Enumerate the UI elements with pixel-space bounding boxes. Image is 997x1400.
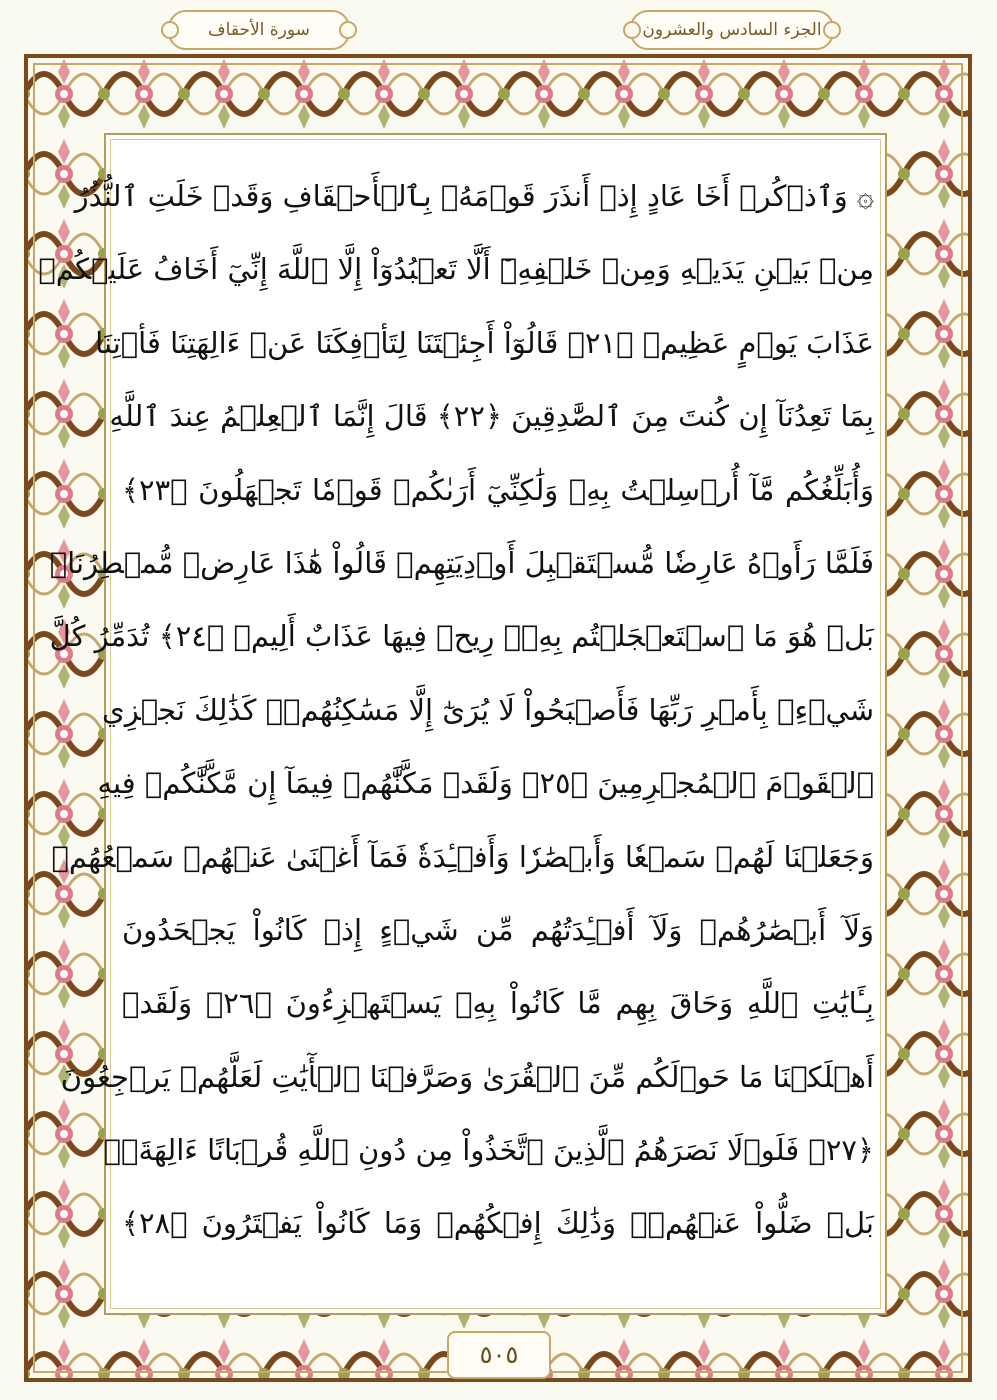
verse-line: شَيۡءِۭ بِأَمۡرِ رَبِّهَا فَأَصۡبَحُواْ لَا يُرَىٰٓ إِلَّا مَسَٰكِنُهُمۡۚ كَذَٰلِكَ نَجۡزِي [102, 692, 874, 727]
verse-line: ۞ وَٱذۡكُرۡ أَخَا عَادٍ إِذۡ أَنذَرَ قَوۡمَهُۥ بِٱلۡأَحۡقَافِ وَقَدۡ خَلَتِ ٱلنُّذُرُ [74, 179, 874, 213]
juz-name-label [630, 10, 834, 50]
verse-line: مِنۢ بَيۡنِ يَدَيۡهِ وَمِنۡ خَلۡفِهِۦٓ أَلَّا تَعۡبُدُوٓاْ إِلَّا ٱللَّهَ إِنِّيٓ أَخَافُ عَلَيۡكُمۡ [38, 252, 874, 287]
verse-line: ﴿٢٧﴾ فَلَوۡلَا نَصَرَهُمُ ٱلَّذِينَ ٱتَّخَذُواْ مِن دُونِ ٱللَّهِ قُرۡبَانًا ءَالِهَةَۢۖ [103, 1133, 874, 1168]
page-number-badge [447, 1331, 551, 1379]
verse-line: أَهۡلَكۡنَا مَا حَوۡلَكُم مِّنَ ٱلۡقُرَىٰ وَصَرَّفۡنَا ٱلۡأٓيَٰتِ لَعَلَّهُمۡ يَرۡجِعُونَ [60, 1059, 874, 1094]
surah-name-text: سورة الأحقاف [208, 20, 310, 40]
verse-line: بَلۡ ضَلُّواْ عَنۡهُمۡۚ وَذَٰلِكَ إِفۡكُهُمۡ وَمَا كَانُواْ يَفۡتَرُونَ ﴿٢٨﴾ [122, 1206, 874, 1241]
verse-line: وَجَعَلۡنَا لَهُمۡ سَمۡعٗا وَأَبۡصَٰرٗا وَأَفۡـِٔدَةٗ فَمَآ أَغۡنَىٰ عَنۡهُمۡ سَمۡعُهُمۡ [51, 839, 874, 874]
verse-line: عَذَابَ يَوۡمٍ عَظِيمٖ ﴿٢١﴾ قَالُوٓاْ أَجِئۡتَنَا لِتَأۡفِكَنَا عَنۡ ءَالِهَتِنَا فَأۡتِنَا [95, 325, 874, 360]
verse-line: وَلَآ أَبۡصَٰرُهُمۡ وَلَآ أَفۡـِٔدَتُهُم مِّن شَيۡءٍ إِذۡ كَانُواْ يَجۡحَدُونَ [122, 912, 874, 947]
verse-line: وَأُبَلِّغُكُم مَّآ أُرۡسِلۡتُ بِهِۦ وَلَٰكِنِّيٓ أَرَىٰكُمۡ قَوۡمٗا تَجۡهَلُونَ ﴿٢٣﴾ [122, 472, 874, 507]
verse-line: بَلۡ هُوَ مَا ٱسۡتَعۡجَلۡتُم بِهِۦۖ رِيحٞ فِيهَا عَذَابٌ أَلِيمٞ ﴿٢٤﴾ تُدَمِّرُ كُلَّ [49, 619, 874, 654]
surah-name-label [168, 10, 350, 50]
juz-name-text: الجزء السادس والعشرون [642, 20, 822, 40]
verse-line: بِـَٔايَٰتِ ٱللَّهِ وَحَاقَ بِهِم مَّا كَانُواْ بِهِۦ يَسۡتَهۡزِءُونَ ﴿٢٦﴾ وَلَقَدۡ [122, 986, 874, 1021]
verse-line: بِمَا تَعِدُنَآ إِن كُنتَ مِنَ ٱلصَّٰدِقِينَ ﴿٢٢﴾ قَالَ إِنَّمَا ٱلۡعِلۡمُ عِندَ ٱللَّهِ [109, 399, 874, 434]
verse-line: فَلَمَّا رَأَوۡهُ عَارِضٗا مُّسۡتَقۡبِلَ أَوۡدِيَتِهِمۡ قَالُواْ هَٰذَا عَارِضٞ مُّمۡطِرُنَاۚ [49, 545, 874, 580]
verse-block [38, 160, 874, 1261]
verse-line: ٱلۡقَوۡمَ ٱلۡمُجۡرِمِينَ ﴿٢٥﴾ وَلَقَدۡ مَكَّنَّٰهُمۡ فِيمَآ إِن مَّكَّنَّٰكُمۡ فِيهِ [97, 766, 874, 801]
page-number: ٥٠٥ [479, 1341, 519, 1369]
